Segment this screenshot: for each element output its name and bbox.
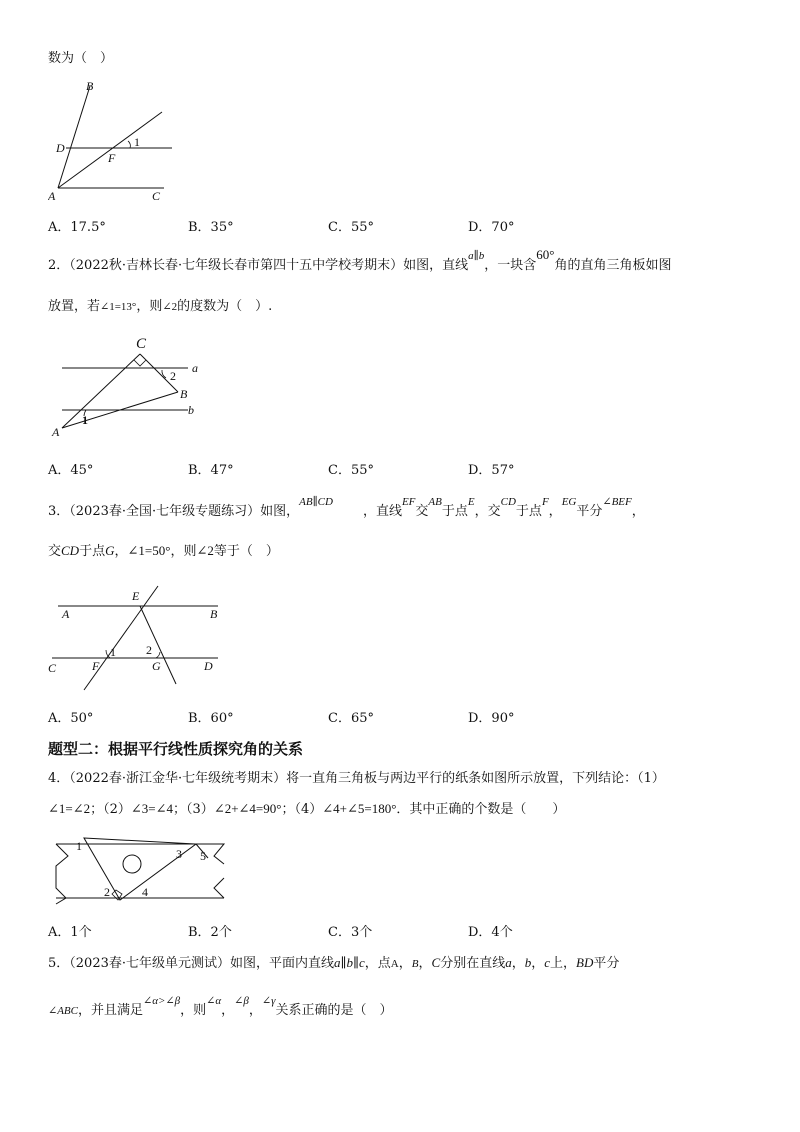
- q5-math: ∠γ: [261, 995, 276, 1007]
- q3-text: 交: [48, 544, 62, 559]
- q3-math: E: [467, 496, 475, 508]
- q4-option-c[interactable]: C．3个: [328, 925, 373, 940]
- fig4-label-2: 2: [104, 885, 110, 899]
- q4-math: ∠1=∠2: [48, 801, 91, 816]
- q2-math-60: 60°: [536, 247, 555, 262]
- q2-text: 2．（2022秋·吉林长春·七年级长春市第四十五中学校考期末）如图，直线: [48, 258, 469, 273]
- figure-4: [48, 828, 228, 908]
- q1-option-c[interactable]: C．55°: [328, 220, 374, 235]
- fig2-label-A: A: [52, 425, 60, 439]
- q3-math: G: [105, 543, 115, 558]
- q3-text: ，则: [170, 544, 197, 559]
- q3-text: 交: [415, 504, 429, 519]
- fig1-label-C: C: [152, 189, 161, 203]
- q4-text: ；（2）: [90, 802, 131, 817]
- q2-math-angle1: ∠1=13°: [100, 301, 137, 313]
- fig4-label-3: 3: [176, 847, 182, 861]
- fig2-label-a: a: [192, 361, 198, 375]
- q5-text: ，: [398, 956, 412, 971]
- q3-option-b[interactable]: B．60°: [188, 711, 234, 726]
- fig3-label-2: 2: [146, 643, 152, 657]
- q5-math: c: [544, 955, 551, 970]
- q3-text: ，交: [474, 504, 501, 519]
- fig1-label-B: B: [86, 79, 94, 93]
- q4-math: ∠3=∠4: [130, 801, 174, 816]
- q5-text: 关系正确的是（ ）: [275, 1003, 393, 1018]
- q3-option-d[interactable]: D．90°: [468, 711, 515, 726]
- q4-text: ；（4）: [281, 802, 323, 817]
- q3-math: AB∥CD: [299, 496, 333, 508]
- q3-text: 于点: [79, 544, 106, 559]
- q5-text: ，: [511, 956, 525, 971]
- q3-text: 等于（ ）: [213, 544, 279, 559]
- q1-option-b[interactable]: B．35°: [188, 220, 234, 235]
- q3-text: ，: [548, 504, 562, 519]
- figure-3: [48, 580, 228, 692]
- q2-option-b[interactable]: B．47°: [188, 463, 234, 478]
- q5-text: ，: [248, 1003, 262, 1018]
- fig2-label-1: 1: [82, 413, 88, 427]
- q5-math: a: [505, 955, 512, 970]
- fig2-label-B: B: [180, 387, 188, 401]
- q3-math: ∠1=50°: [127, 543, 171, 558]
- q3-math: ∠BEF: [602, 496, 632, 508]
- q4-option-b[interactable]: B．2个: [188, 925, 232, 940]
- fig4-label-4: 4: [142, 885, 148, 899]
- q5-text: ，: [531, 956, 545, 971]
- fig3-label-B: B: [210, 607, 218, 621]
- q5-line-1: [48, 954, 619, 973]
- q2-line-2: [48, 298, 272, 316]
- q4-option-d[interactable]: D．4个: [468, 925, 513, 940]
- fig3-label-E: E: [132, 589, 140, 603]
- q3-option-a[interactable]: A．50°: [48, 711, 94, 726]
- q5-text: ，: [221, 1003, 235, 1018]
- q5-math: a∥b∥c: [334, 955, 365, 970]
- q3-option-c[interactable]: C．65°: [328, 711, 374, 726]
- fig3-label-C: C: [48, 661, 57, 675]
- section-title: 题型二：根据平行线性质探究角的关系: [48, 740, 304, 758]
- q1-option-d[interactable]: D．70°: [468, 220, 515, 235]
- q4-math: ∠2+∠4=90°: [213, 801, 282, 816]
- q1-option-a[interactable]: A．17.5°: [48, 220, 106, 235]
- q3-math: F: [541, 496, 549, 508]
- fig2-label-2: 2: [170, 369, 176, 383]
- fig3-label-D: D: [204, 659, 213, 673]
- q5-text: 平分: [593, 956, 620, 971]
- q2-math-ab: a∥b: [468, 250, 485, 262]
- q5-text: 上，: [550, 956, 577, 971]
- q2-text: 的度数为（ ）.: [177, 299, 273, 314]
- q3-text: 平分: [576, 504, 603, 519]
- fig1-label-A: A: [48, 189, 56, 203]
- q3-text: 于点: [441, 504, 468, 519]
- q3-text: ，直线: [362, 504, 402, 519]
- fig3-label-F: F: [92, 659, 100, 673]
- q2-option-a[interactable]: A．45°: [48, 463, 94, 478]
- q3-math: AB: [428, 496, 442, 508]
- fig2-label-C: C: [136, 336, 147, 352]
- q5-math: B: [411, 958, 419, 970]
- fig1-label-F: F: [108, 151, 116, 165]
- fig3-label-1: 1: [110, 645, 116, 659]
- q3-text: ，: [114, 544, 128, 559]
- figure-2: [48, 334, 208, 440]
- q4-line-2: [48, 800, 565, 819]
- q2-text: 放置，若: [48, 299, 101, 314]
- q3-math: ∠2: [196, 543, 214, 558]
- fig4-label-1: 1: [76, 839, 82, 853]
- q5-math: ∠β: [234, 995, 249, 1007]
- figure-1: [48, 78, 188, 206]
- fig2-label-b: b: [188, 403, 194, 417]
- q1-tail-text: 数为（ ）: [48, 51, 114, 66]
- q4-text: ；（3）: [173, 802, 214, 817]
- q5-text: ，并且满足: [78, 1003, 144, 1018]
- q4-text: ．其中正确的个数是（ ）: [396, 802, 566, 817]
- q2-text: ，一块含: [484, 258, 537, 273]
- q3-math: EF: [401, 496, 416, 508]
- q3-text: 3．（2023春·全国·七年级专题练习）如图，: [48, 504, 300, 519]
- q2-text: 角的直角三角板如图: [554, 258, 672, 273]
- q4-math: ∠4+∠5=180°: [322, 801, 397, 816]
- q2-math-angle2: ∠2: [162, 301, 178, 313]
- q2-option-d[interactable]: D．57°: [468, 463, 515, 478]
- q5-text: ，点: [364, 956, 391, 971]
- q2-line-1: [48, 247, 672, 275]
- q4-option-a[interactable]: A．1个: [48, 925, 92, 940]
- q5-math: ∠α: [206, 995, 222, 1007]
- q3-math: CD: [61, 543, 80, 558]
- fig3-label-G: G: [152, 659, 161, 673]
- fig1-label-D: D: [56, 141, 65, 155]
- q3-math: EG: [561, 496, 577, 508]
- q5-text: 5．（2023春·七年级单元测试）如图，平面内直线: [48, 956, 334, 971]
- q5-text: ，则: [180, 1003, 207, 1018]
- q2-option-c[interactable]: C．55°: [328, 463, 374, 478]
- fig4-label-5: 5: [200, 849, 206, 863]
- q5-math: BD: [576, 955, 594, 970]
- q5-math: ∠ABC: [48, 1005, 78, 1017]
- q4-line-1: 4．（2022春·浙江金华·七年级统考期末）将一直角三角板与两边平行的纸条如图所示放置，下列结论：（1）: [48, 771, 665, 786]
- q3-text: ，: [631, 504, 645, 519]
- q5-math: C: [431, 955, 441, 970]
- q5-text: 分别在直线: [440, 956, 506, 971]
- q5-math: ∠α>∠β: [143, 995, 181, 1007]
- fig1-label-1: 1: [134, 135, 140, 149]
- fig3-label-A: A: [62, 607, 70, 621]
- q5-text: ，: [418, 956, 432, 971]
- q5-math: b: [524, 955, 532, 970]
- q5-math: A: [390, 958, 399, 970]
- q3-math: CD: [500, 496, 516, 508]
- q2-text: ，则: [136, 299, 163, 314]
- q3-text: 于点: [515, 504, 542, 519]
- q3-line-2: [48, 542, 279, 561]
